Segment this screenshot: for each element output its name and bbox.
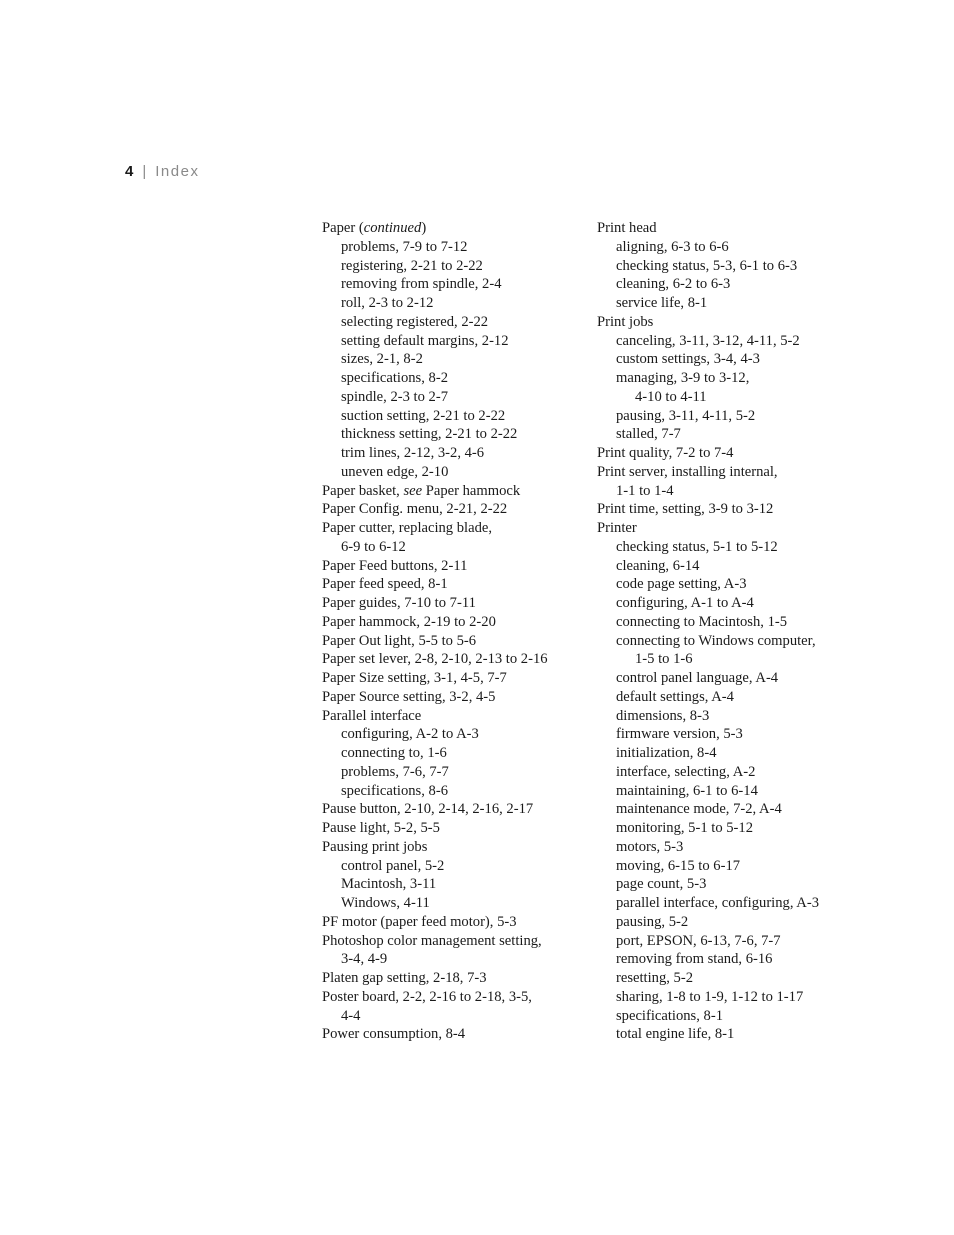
index-subentry: configuring, A-1 to A-4 bbox=[616, 595, 754, 611]
index-subentry: spindle, 2-3 to 2-7 bbox=[341, 388, 449, 405]
page-number: 4 bbox=[125, 163, 135, 180]
index-subentry: dimensions, 8-3 bbox=[616, 707, 710, 724]
index-entry: Paper basket, see Paper hammock bbox=[322, 482, 521, 499]
index-entry: Paper feed speed, 8-1 bbox=[322, 576, 448, 593]
index-subentry: connecting to Windows computer, bbox=[616, 632, 816, 649]
index-entry: Poster board, 2-2, 2-16 to 2-18, 3-5, bbox=[322, 988, 532, 1005]
index-subentry: problems, 7-6, 7-7 bbox=[341, 763, 449, 780]
index-subentry: aligning, 6-3 to 6-6 bbox=[616, 238, 729, 255]
index-subentry: service life, 8-1 bbox=[616, 295, 708, 311]
index-entry: Platen gap setting, 2-18, 7-3 bbox=[322, 970, 487, 986]
index-subentry: sizes, 2-1, 8-2 bbox=[341, 351, 423, 368]
index-entry: Paper Feed buttons, 2-11 bbox=[322, 557, 468, 574]
index-subentry: maintenance mode, 7-2, A-4 bbox=[616, 801, 782, 818]
index-subentry: registering, 2-21 to 2-22 bbox=[341, 257, 483, 274]
index-entry: Power consumption, 8-4 bbox=[322, 1026, 466, 1043]
index-subentry: resetting, 5-2 bbox=[616, 970, 694, 986]
section-title: Index bbox=[155, 163, 200, 180]
index-subentry: 4-10 to 4-11 bbox=[635, 388, 707, 405]
index-entry: PF motor (paper feed motor), 5-3 bbox=[322, 913, 517, 930]
index-subentry: cleaning, 6-14 bbox=[616, 557, 700, 574]
index-subentry: removing from spindle, 2-4 bbox=[341, 276, 502, 293]
index-subentry: maintaining, 6-1 to 6-14 bbox=[616, 782, 758, 799]
index-subentry: trim lines, 2-12, 3-2, 4-6 bbox=[341, 445, 485, 461]
index-entry: Print jobs bbox=[597, 313, 654, 330]
index-entry: Paper set lever, 2-8, 2-10, 2-13 to 2-16 bbox=[322, 651, 548, 668]
index-entry: Print quality, 7-2 to 7-4 bbox=[597, 445, 734, 461]
index-subentry: motors, 5-3 bbox=[616, 838, 684, 855]
index-subentry: 3-4, 4-9 bbox=[341, 951, 388, 968]
index-subentry: pausing, 5-2 bbox=[616, 913, 689, 930]
index-subentry: checking status, 5-3, 6-1 to 6-3 bbox=[616, 257, 798, 274]
index-subentry: pausing, 3-11, 4-11, 5-2 bbox=[616, 407, 756, 424]
index-subentry: roll, 2-3 to 2-12 bbox=[341, 295, 434, 311]
index-entry: Paper (continued) bbox=[322, 220, 427, 236]
index-entry: Paper guides, 7-10 to 7-11 bbox=[322, 595, 476, 611]
index-subentry: specifications, 8-2 bbox=[341, 370, 448, 386]
index-subentry: selecting registered, 2-22 bbox=[341, 313, 489, 330]
index-subentry: custom settings, 3-4, 4-3 bbox=[616, 351, 760, 368]
index-entry: Printer bbox=[597, 520, 637, 536]
index-subentry: monitoring, 5-1 to 5-12 bbox=[616, 820, 754, 836]
index-entry: Pausing print jobs bbox=[322, 838, 428, 855]
index-subentry: uneven edge, 2-10 bbox=[341, 463, 449, 480]
index-subentry: default settings, A-4 bbox=[616, 688, 734, 705]
index-entry: Paper hammock, 2-19 to 2-20 bbox=[322, 613, 496, 630]
index-subentry: moving, 6-15 to 6-17 bbox=[616, 857, 741, 874]
index-entry: Pause light, 5-2, 5-5 bbox=[322, 820, 440, 836]
index-subentry: checking status, 5-1 to 5-12 bbox=[616, 538, 778, 555]
index-subentry: suction setting, 2-21 to 2-22 bbox=[341, 407, 506, 424]
index-subentry: managing, 3-9 to 3-12, bbox=[616, 370, 750, 386]
index-subentry: sharing, 1-8 to 1-9, 1-12 to 1-17 bbox=[616, 988, 804, 1005]
header-divider: | bbox=[142, 163, 148, 180]
index-subentry: parallel interface, configuring, A-3 bbox=[616, 895, 820, 911]
index-entry: Paper Size setting, 3-1, 4-5, 7-7 bbox=[322, 670, 507, 686]
index-subentry: canceling, 3-11, 3-12, 4-11, 5-2 bbox=[616, 332, 800, 349]
index-subentry: removing from stand, 6-16 bbox=[616, 951, 773, 968]
index-subentry: 4-4 bbox=[341, 1007, 361, 1024]
index-subentry: problems, 7-9 to 7-12 bbox=[341, 238, 468, 255]
index-column-left bbox=[322, 219, 584, 1044]
index-entry: Paper cutter, replacing blade, bbox=[322, 520, 493, 536]
index-entry: Print head bbox=[597, 220, 657, 236]
index-column-right bbox=[597, 219, 887, 1044]
index-subentry: cleaning, 6-2 to 6-3 bbox=[616, 276, 731, 293]
index-subentry: page count, 5-3 bbox=[616, 876, 707, 893]
index-entry: Parallel interface bbox=[322, 707, 422, 724]
index-entry: Print time, setting, 3-9 to 3-12 bbox=[597, 501, 774, 518]
index-entry: Paper Source setting, 3-2, 4-5 bbox=[322, 688, 496, 705]
index-subentry: total engine life, 8-1 bbox=[616, 1026, 735, 1043]
index-subentry: stalled, 7-7 bbox=[616, 426, 681, 443]
index-subentry: connecting to Macintosh, 1-5 bbox=[616, 613, 788, 630]
index-subentry: interface, selecting, A-2 bbox=[616, 763, 756, 780]
index-subentry: setting default margins, 2-12 bbox=[341, 332, 509, 349]
index-subentry: Windows, 4-11 bbox=[341, 895, 430, 911]
index-subentry: control panel, 5-2 bbox=[341, 857, 445, 874]
running-header bbox=[125, 163, 199, 180]
index-entry: Photoshop color management setting, bbox=[322, 932, 542, 949]
index-entry: Print server, installing internal, bbox=[597, 463, 778, 480]
index-subentry: code page setting, A-3 bbox=[616, 576, 747, 593]
index-subentry: initialization, 8-4 bbox=[616, 745, 717, 761]
index-subentry: 6-9 to 6-12 bbox=[341, 538, 406, 555]
index-subentry: thickness setting, 2-21 to 2-22 bbox=[341, 426, 518, 443]
index-subentry: 1-1 to 1-4 bbox=[616, 482, 674, 499]
index-subentry: specifications, 8-1 bbox=[616, 1007, 723, 1024]
index-entry: Pause button, 2-10, 2-14, 2-16, 2-17 bbox=[322, 801, 534, 818]
index-subentry: firmware version, 5-3 bbox=[616, 726, 743, 743]
index-subentry: configuring, A-2 to A-3 bbox=[341, 726, 479, 743]
index-subentry: specifications, 8-6 bbox=[341, 782, 448, 799]
index-subentry: connecting to, 1-6 bbox=[341, 745, 447, 761]
index-entry: Paper Out light, 5-5 to 5-6 bbox=[322, 632, 477, 649]
index-subentry: Macintosh, 3-11 bbox=[341, 876, 437, 893]
index-subentry: port, EPSON, 6-13, 7-6, 7-7 bbox=[616, 932, 781, 949]
index-subentry: control panel language, A-4 bbox=[616, 670, 779, 686]
index-subentry: 1-5 to 1-6 bbox=[635, 651, 693, 668]
index-entry: Paper Config. menu, 2-21, 2-22 bbox=[322, 501, 508, 518]
